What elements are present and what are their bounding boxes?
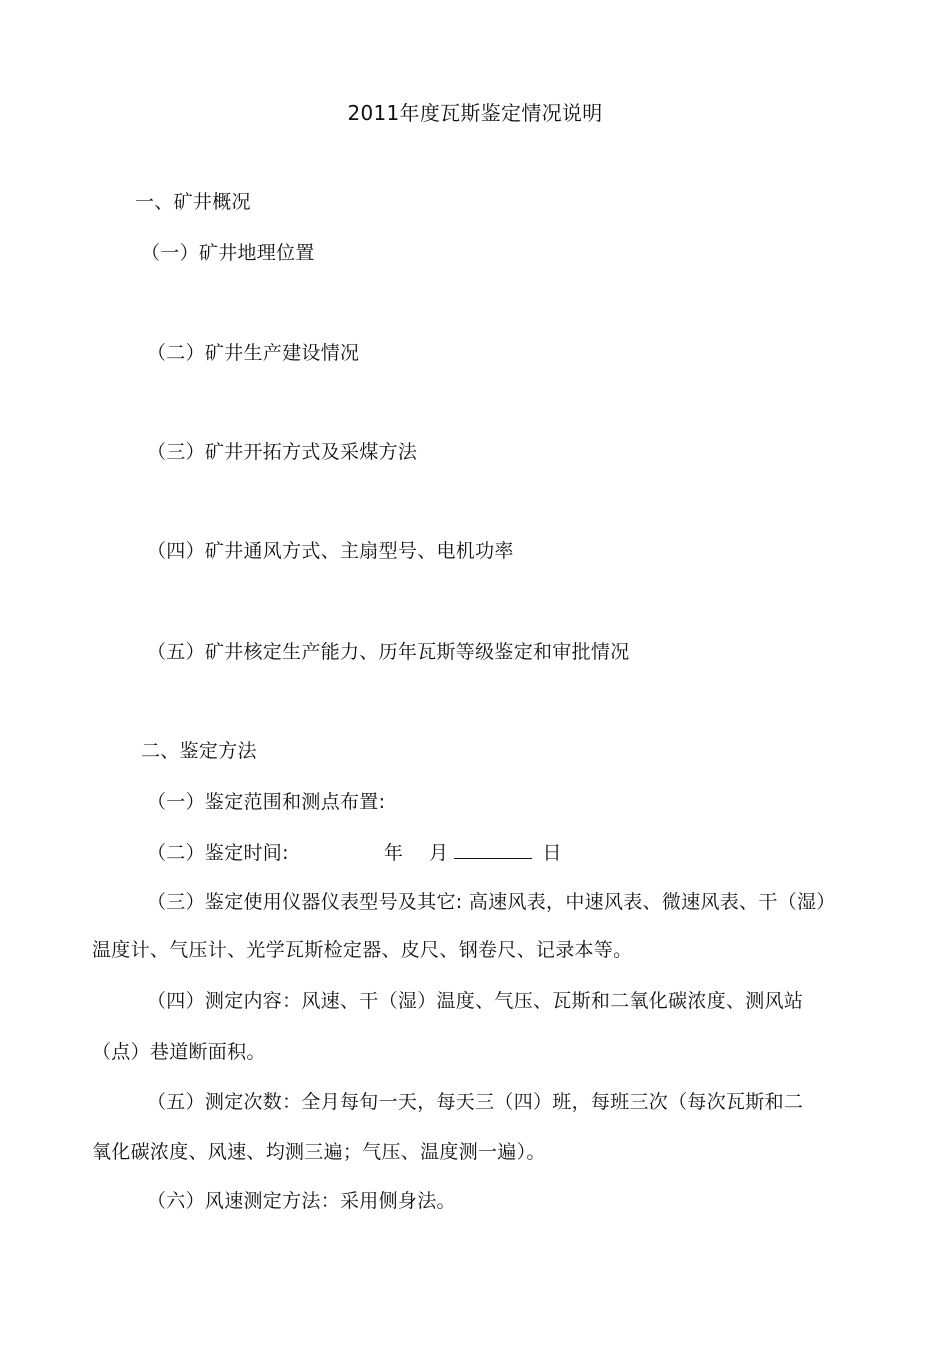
method-content-line1: （四）测定内容：风速、干（湿）温度、气压、瓦斯和二氧化碳浓度、测风站 [147, 990, 804, 1012]
method-time [147, 840, 562, 865]
overview-item-ventilation: （四）矿井通风方式、主扇型号、电机功率 [147, 540, 514, 562]
document-title: 2011年度瓦斯鉴定情况说明 [347, 101, 603, 125]
overview-item-development: （三）矿井开拓方式及采煤方法 [147, 441, 418, 463]
time-month: 月 [429, 842, 449, 864]
section-heading-overview: 一、矿井概况 [135, 191, 251, 213]
method-instruments-line2: 温度计、气压计、光学瓦斯检定器、皮尺、钢卷尺、记录本等。 [92, 939, 633, 961]
method-content-line2: （点）巷道断面积。 [92, 1041, 266, 1063]
overview-item-location: （一）矿井地理位置 [141, 242, 315, 264]
time-day: 日 [542, 842, 562, 864]
method-instruments-line1: （三）鉴定使用仪器仪表型号及其它: 高速风表，中速风表、微速风表、干（湿） [147, 891, 836, 913]
method-times-line2: 氧化碳浓度、风速、均测三遍；气压、温度测一遍）。 [92, 1141, 546, 1163]
method-wind-measurement: （六）风速测定方法：采用侧身法。 [147, 1190, 456, 1212]
method-scope: （一）鉴定范围和测点布置: [147, 791, 386, 813]
time-year: 年 [383, 842, 404, 864]
overview-item-capacity: （五）矿井核定生产能力、历年瓦斯等级鉴定和审批情况 [147, 641, 630, 663]
time-label: （二）鉴定时间: [147, 842, 289, 864]
overview-item-production: （二）矿井生产建设情况 [147, 342, 360, 364]
method-times-line1: （五）测定次数：全月每旬一天，每天三（四）班，每班三次（每次瓦斯和二 [147, 1091, 804, 1113]
day-blank [454, 840, 532, 859]
section-heading-method: 二、鉴定方法 [141, 740, 257, 762]
